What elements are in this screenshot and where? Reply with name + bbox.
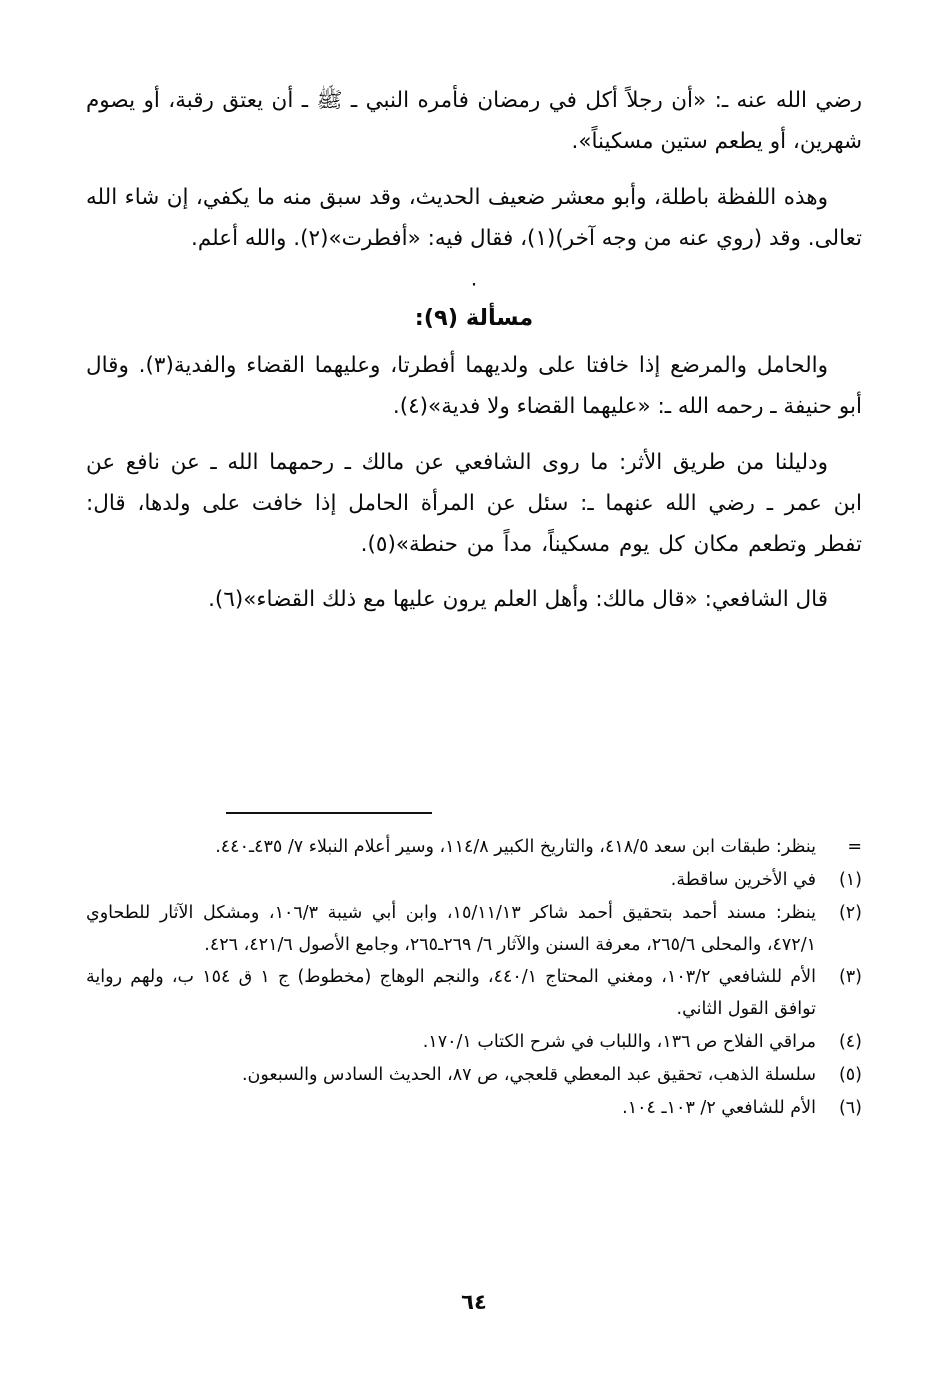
footnote-item [86, 1027, 862, 1059]
footnote-text: في الأخرين ساقطة. [670, 869, 816, 890]
body-paragraph: رضي الله عنه ـ: «أن رجلاً أكل في رمضان فأمره النبي ـ ﷺ ـ أن يعتق رقبة، أو يصوم شهرين، أو يطعم ستين مسكيناً». [86, 88, 862, 155]
footnote-item [86, 865, 862, 897]
footnote-text: ينظر: طبقات ابن سعد ٤١٨/٥، والتاريخ الكبير ١١٤/٨، وسير أعلام النبلاء ٧/ ٤٣٥ـ٤٤٠. [215, 837, 816, 857]
section-heading: مسألة (٩): [414, 305, 534, 332]
footnote-marker: (٣) [838, 967, 862, 988]
footnotes-section [86, 832, 862, 1126]
footnote-text: الأم للشافعي ٢/ ١٠٣ـ ١٠٤. [622, 1097, 816, 1118]
footnote-text: مراقي الفلاح ص ١٣٦، واللباب في شرح الكتاب ١٧٠/١. [422, 1032, 816, 1053]
footnote-marker: (٥) [838, 1064, 862, 1085]
separator-dot: ٠ [468, 271, 480, 296]
body-paragraph: قال الشافعي: «قال مالك: وأهل العلم يرون عليها مع ذلك القضاء»(٦). [208, 587, 828, 613]
footnote-item [86, 962, 862, 1026]
footnote-text: ينظر: مسند أحمد بتحقيق أحمد شاكر ١٥/١١/١٣، وابن أبي شيبة ١٠٦/٣، ومشكل الآثار للطحاوي ٤٧٢/١، والمحلى ٢٦٥/٦، معرفة السنن والآثار ٦/ ٢٦٩ـ٢٦٥، وجامع الأصول ٤٢١/٦، ٤٢٦. [86, 902, 816, 955]
body-paragraph: والحامل والمرضع إذا خافتا على ولديهما أفطرتا، وعليهما القضاء والفدية(٣). وقال أبو حنيفة ـ رحمه الله ـ: «عليهما القضاء ولا فدية»(٤). [86, 353, 862, 420]
footnote-marker: (١) [838, 869, 862, 890]
page-number: ٦٤ [461, 1290, 487, 1314]
body-paragraph: وهذه اللفظة باطلة، وأبو معشر ضعيف الحديث، وقد سبق منه ما يكفي، إن شاء الله تعالى. وقد (روي عنه من وجه آخر)(١)، فقال فيه: «أفطرت»(٢). والله أعلم. [86, 184, 862, 251]
footnote-item [86, 1060, 862, 1092]
footnote-marker: = [847, 837, 862, 857]
footnote-text: الأم للشافعي ١٠٣/٢، ومغني المحتاج ٤٤٠/١، والنجم الوهاج (مخطوط) ج ١ ق ١٥٤ ب، ولهم رواية توافق القول الثاني. [86, 967, 816, 1020]
footnote-separator-rule [226, 812, 432, 814]
footnote-item [86, 898, 862, 962]
footnote-item [86, 1093, 862, 1125]
footnote-item [86, 832, 862, 864]
footnote-marker: (٢) [838, 902, 862, 923]
footnote-text: سلسلة الذهب، تحقيق عبد المعطي قلعجي، ص ٨٧، الحديث السادس والسبعون. [241, 1064, 816, 1085]
body-paragraph: ودليلنا من طريق الأثر: ما روى الشافعي عن مالك ـ رحمهما الله ـ عن نافع عن ابن عمر ـ رضي الله عنهما ـ: سئل عن المرأة الحامل إذا خافت على ولدها، قال: تفطر وتطعم مكان كل يوم مسكيناً، مداً من حنطة»(٥). [86, 449, 862, 558]
page-body [86, 80, 862, 635]
footnote-marker: (٦) [838, 1097, 862, 1118]
footnote-marker: (٤) [838, 1032, 862, 1053]
